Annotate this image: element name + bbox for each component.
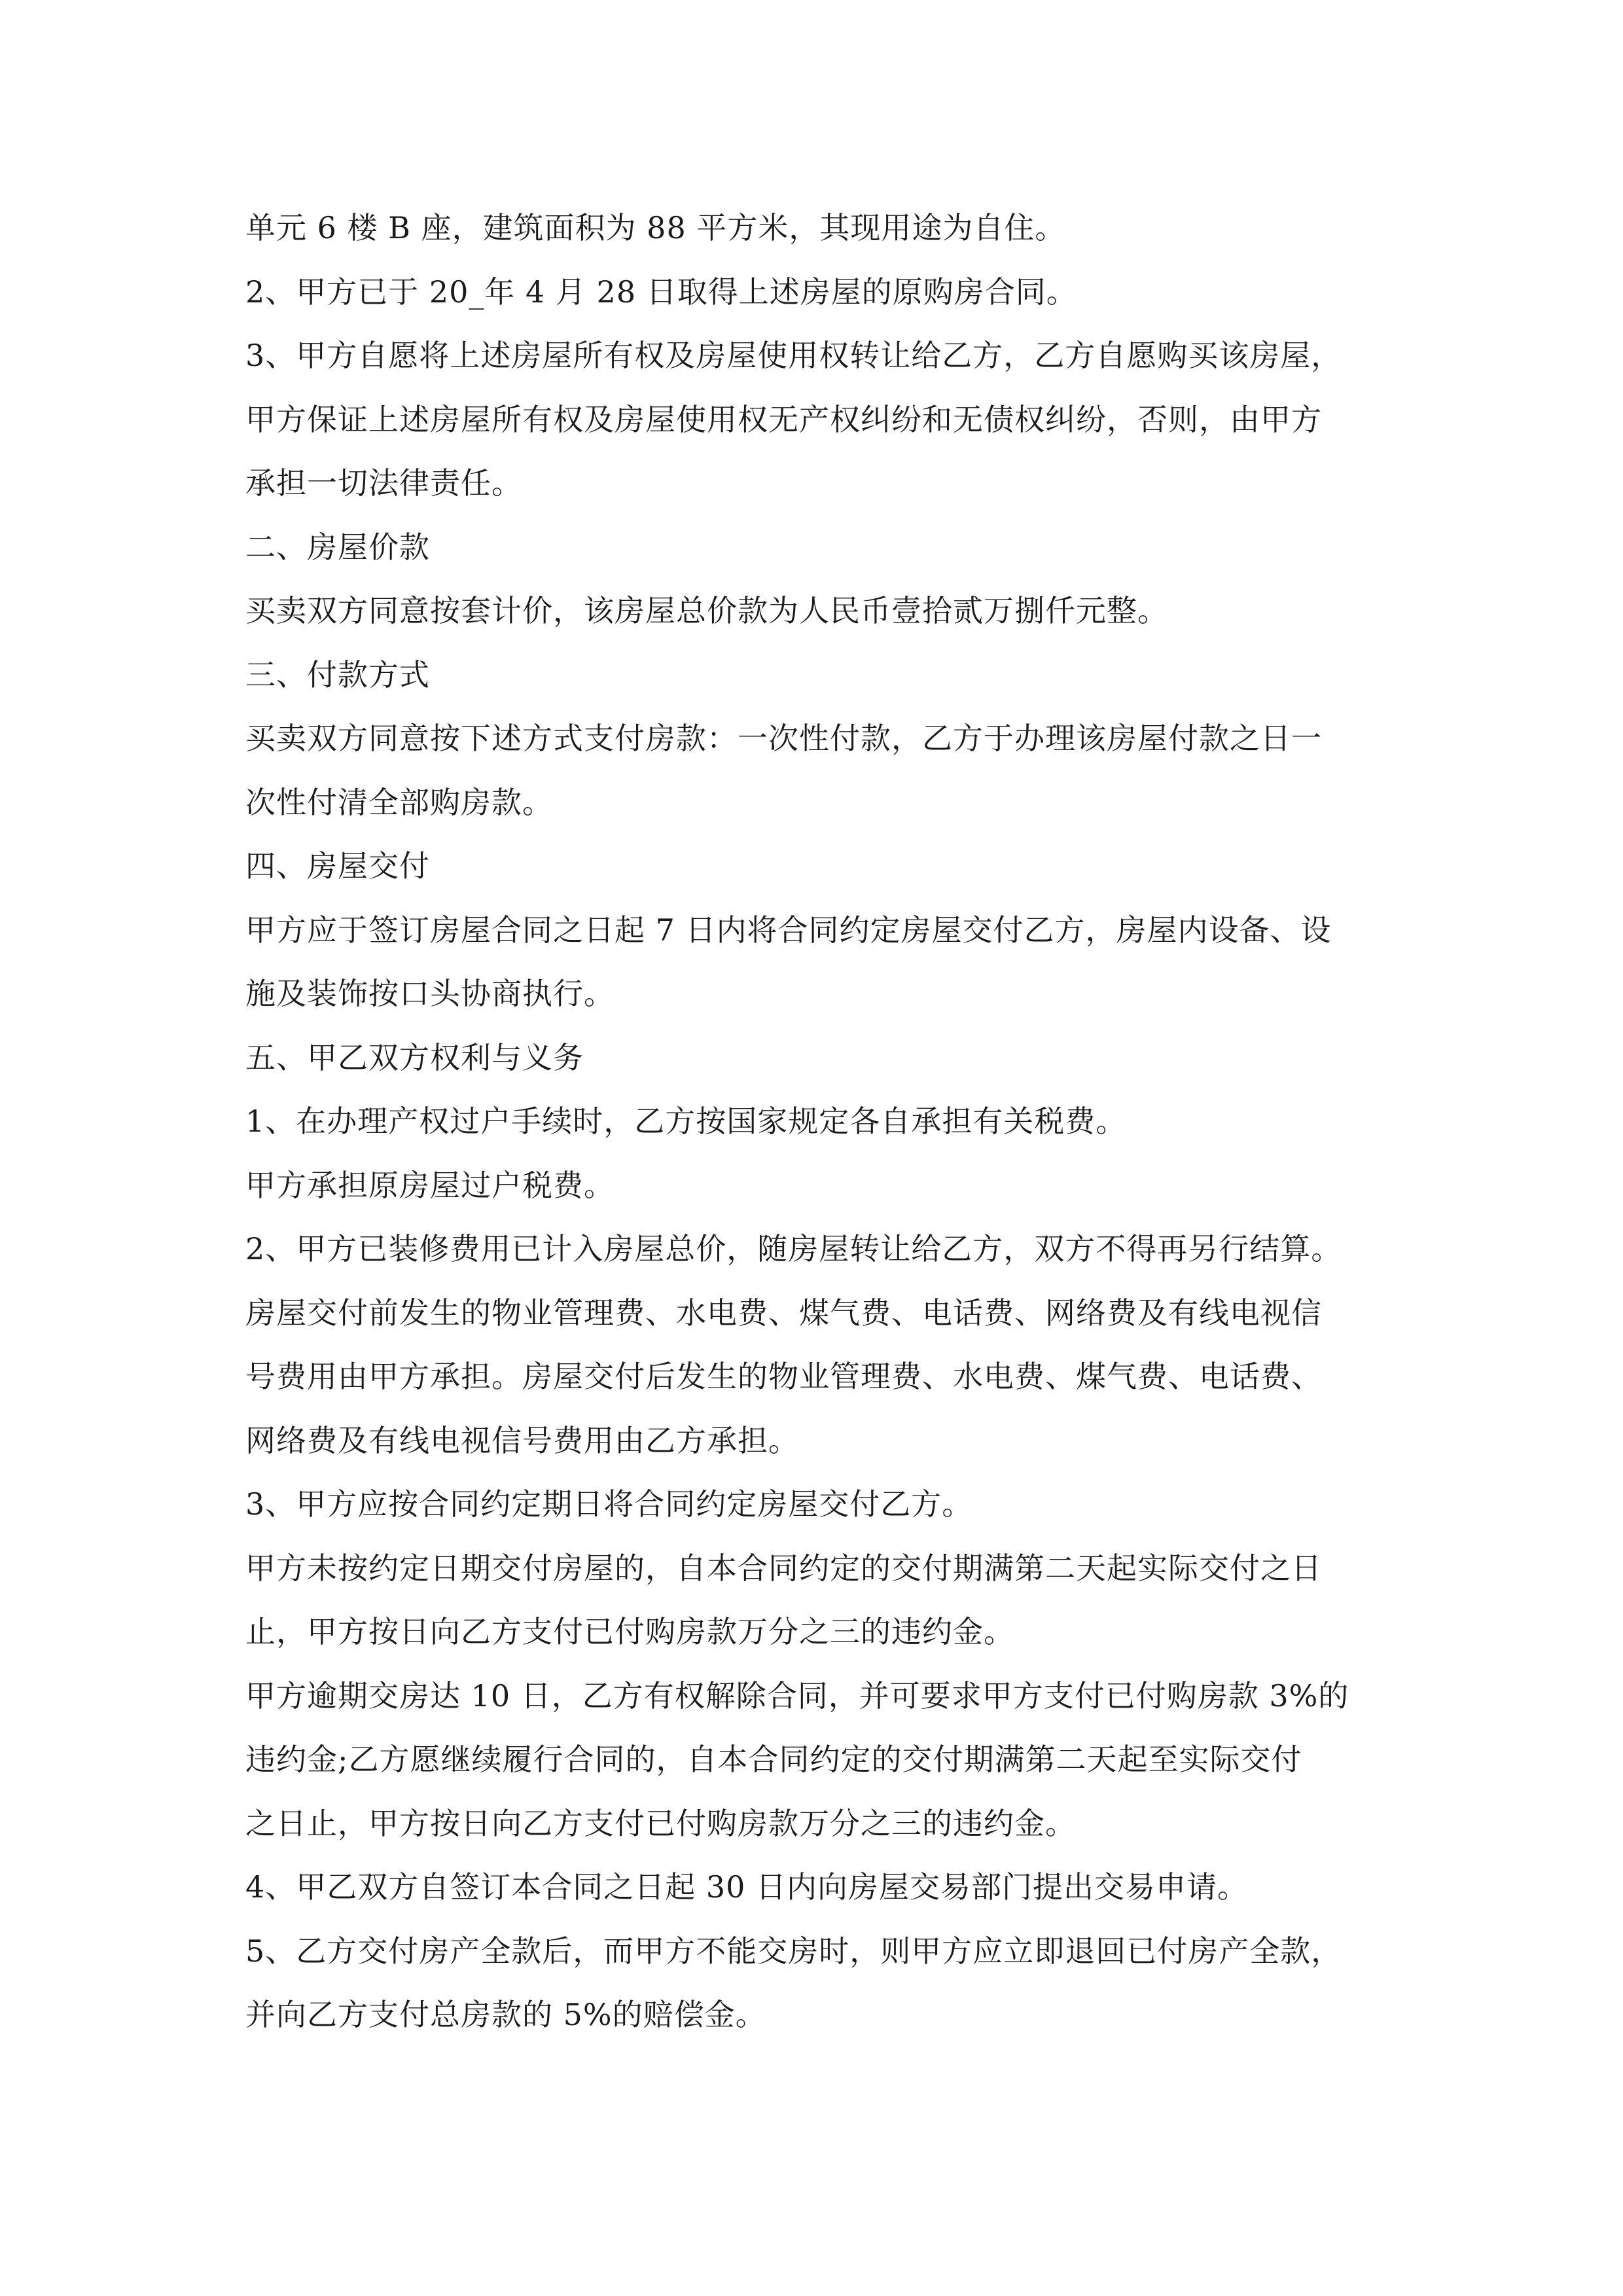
line-25: 违约金;乙方愿继续履行合同的，自本合同约定的交付期满第二天起至实际交付 (245, 1742, 1302, 1777)
line-13: 施及装饰按口头协商执行。 (245, 976, 615, 1011)
line-22: 甲方未按约定日期交付房屋的，自本合同约定的交付期满第二天起实际交付之日 (245, 1550, 1322, 1586)
line-15: 1、在办理产权过户手续时，乙方按国家规定各自承担有关税费。 (245, 1103, 1127, 1139)
line-07: 买卖双方同意按套计价，该房屋总价款为人民币壹拾贰万捌仟元整。 (245, 593, 1168, 628)
line-23: 止，甲方按日向乙方支付已付购房款万分之三的违约金。 (245, 1614, 1014, 1649)
line-19: 号费用由甲方承担。房屋交付后发生的物业管理费、水电费、煤气费、电话费、 (245, 1359, 1322, 1394)
line-29: 并向乙方支付总房款的 5%的赔偿金。 (245, 1997, 766, 2032)
section-heading-payment: 三、付款方式 (245, 656, 430, 692)
section-heading-delivery: 四、房屋交付 (245, 848, 430, 884)
line-02: 2、甲方已于 20_年 4 月 28 日取得上述房屋的原购房合同。 (245, 274, 1077, 310)
line-28: 5、乙方交付房产全款后，而甲方不能交房时，则甲方应立即退回已付房产全款， (245, 1933, 1342, 1969)
line-16: 甲方承担原房屋过户税费。 (245, 1167, 615, 1203)
line-17: 2、甲方已装修费用已计入房屋总价，随房屋转让给乙方，双方不得再另行结算。 (245, 1231, 1342, 1266)
section-heading-rights: 五、甲乙双方权利与义务 (245, 1039, 584, 1075)
line-27: 4、甲乙双方自签订本合同之日起 30 日内向房屋交易部门提出交易申请。 (245, 1869, 1249, 1905)
line-01: 单元 6 楼 B 座，建筑面积为 88 平方米，其现用途为自住。 (245, 210, 1066, 245)
line-21: 3、甲方应按合同约定期日将合同约定房屋交付乙方。 (245, 1486, 973, 1522)
line-20: 网络费及有线电视信号费用由乙方承担。 (245, 1422, 799, 1458)
line-18: 房屋交付前发生的物业管理费、水电费、煤气费、电话费、网络费及有线电视信 (245, 1295, 1322, 1331)
line-09: 买卖双方同意按下述方式支付房款：一次性付款，乙方于办理该房屋付款之日一 (245, 721, 1322, 756)
section-heading-price: 二、房屋价款 (245, 529, 430, 565)
contract-body (245, 196, 1384, 2047)
line-03: 3、甲方自愿将上述房屋所有权及房屋使用权转让给乙方，乙方自愿购买该房屋， (245, 338, 1342, 373)
line-05: 承担一切法律责任。 (245, 465, 522, 501)
line-12: 甲方应于签订房屋合同之日起 7 日内将合同约定房屋交付乙方，房屋内设备、设 (245, 912, 1332, 948)
line-24: 甲方逾期交房达 10 日，乙方有权解除合同，并可要求甲方支付已付购房款 3%的 (245, 1677, 1349, 1713)
line-04: 甲方保证上述房屋所有权及房屋使用权无产权纠纷和无债权纠纷，否则，由甲方 (245, 401, 1322, 437)
line-26: 之日止，甲方按日向乙方支付已付购房款万分之三的违约金。 (245, 1805, 1076, 1841)
line-10: 次性付清全部购房款。 (245, 784, 553, 820)
